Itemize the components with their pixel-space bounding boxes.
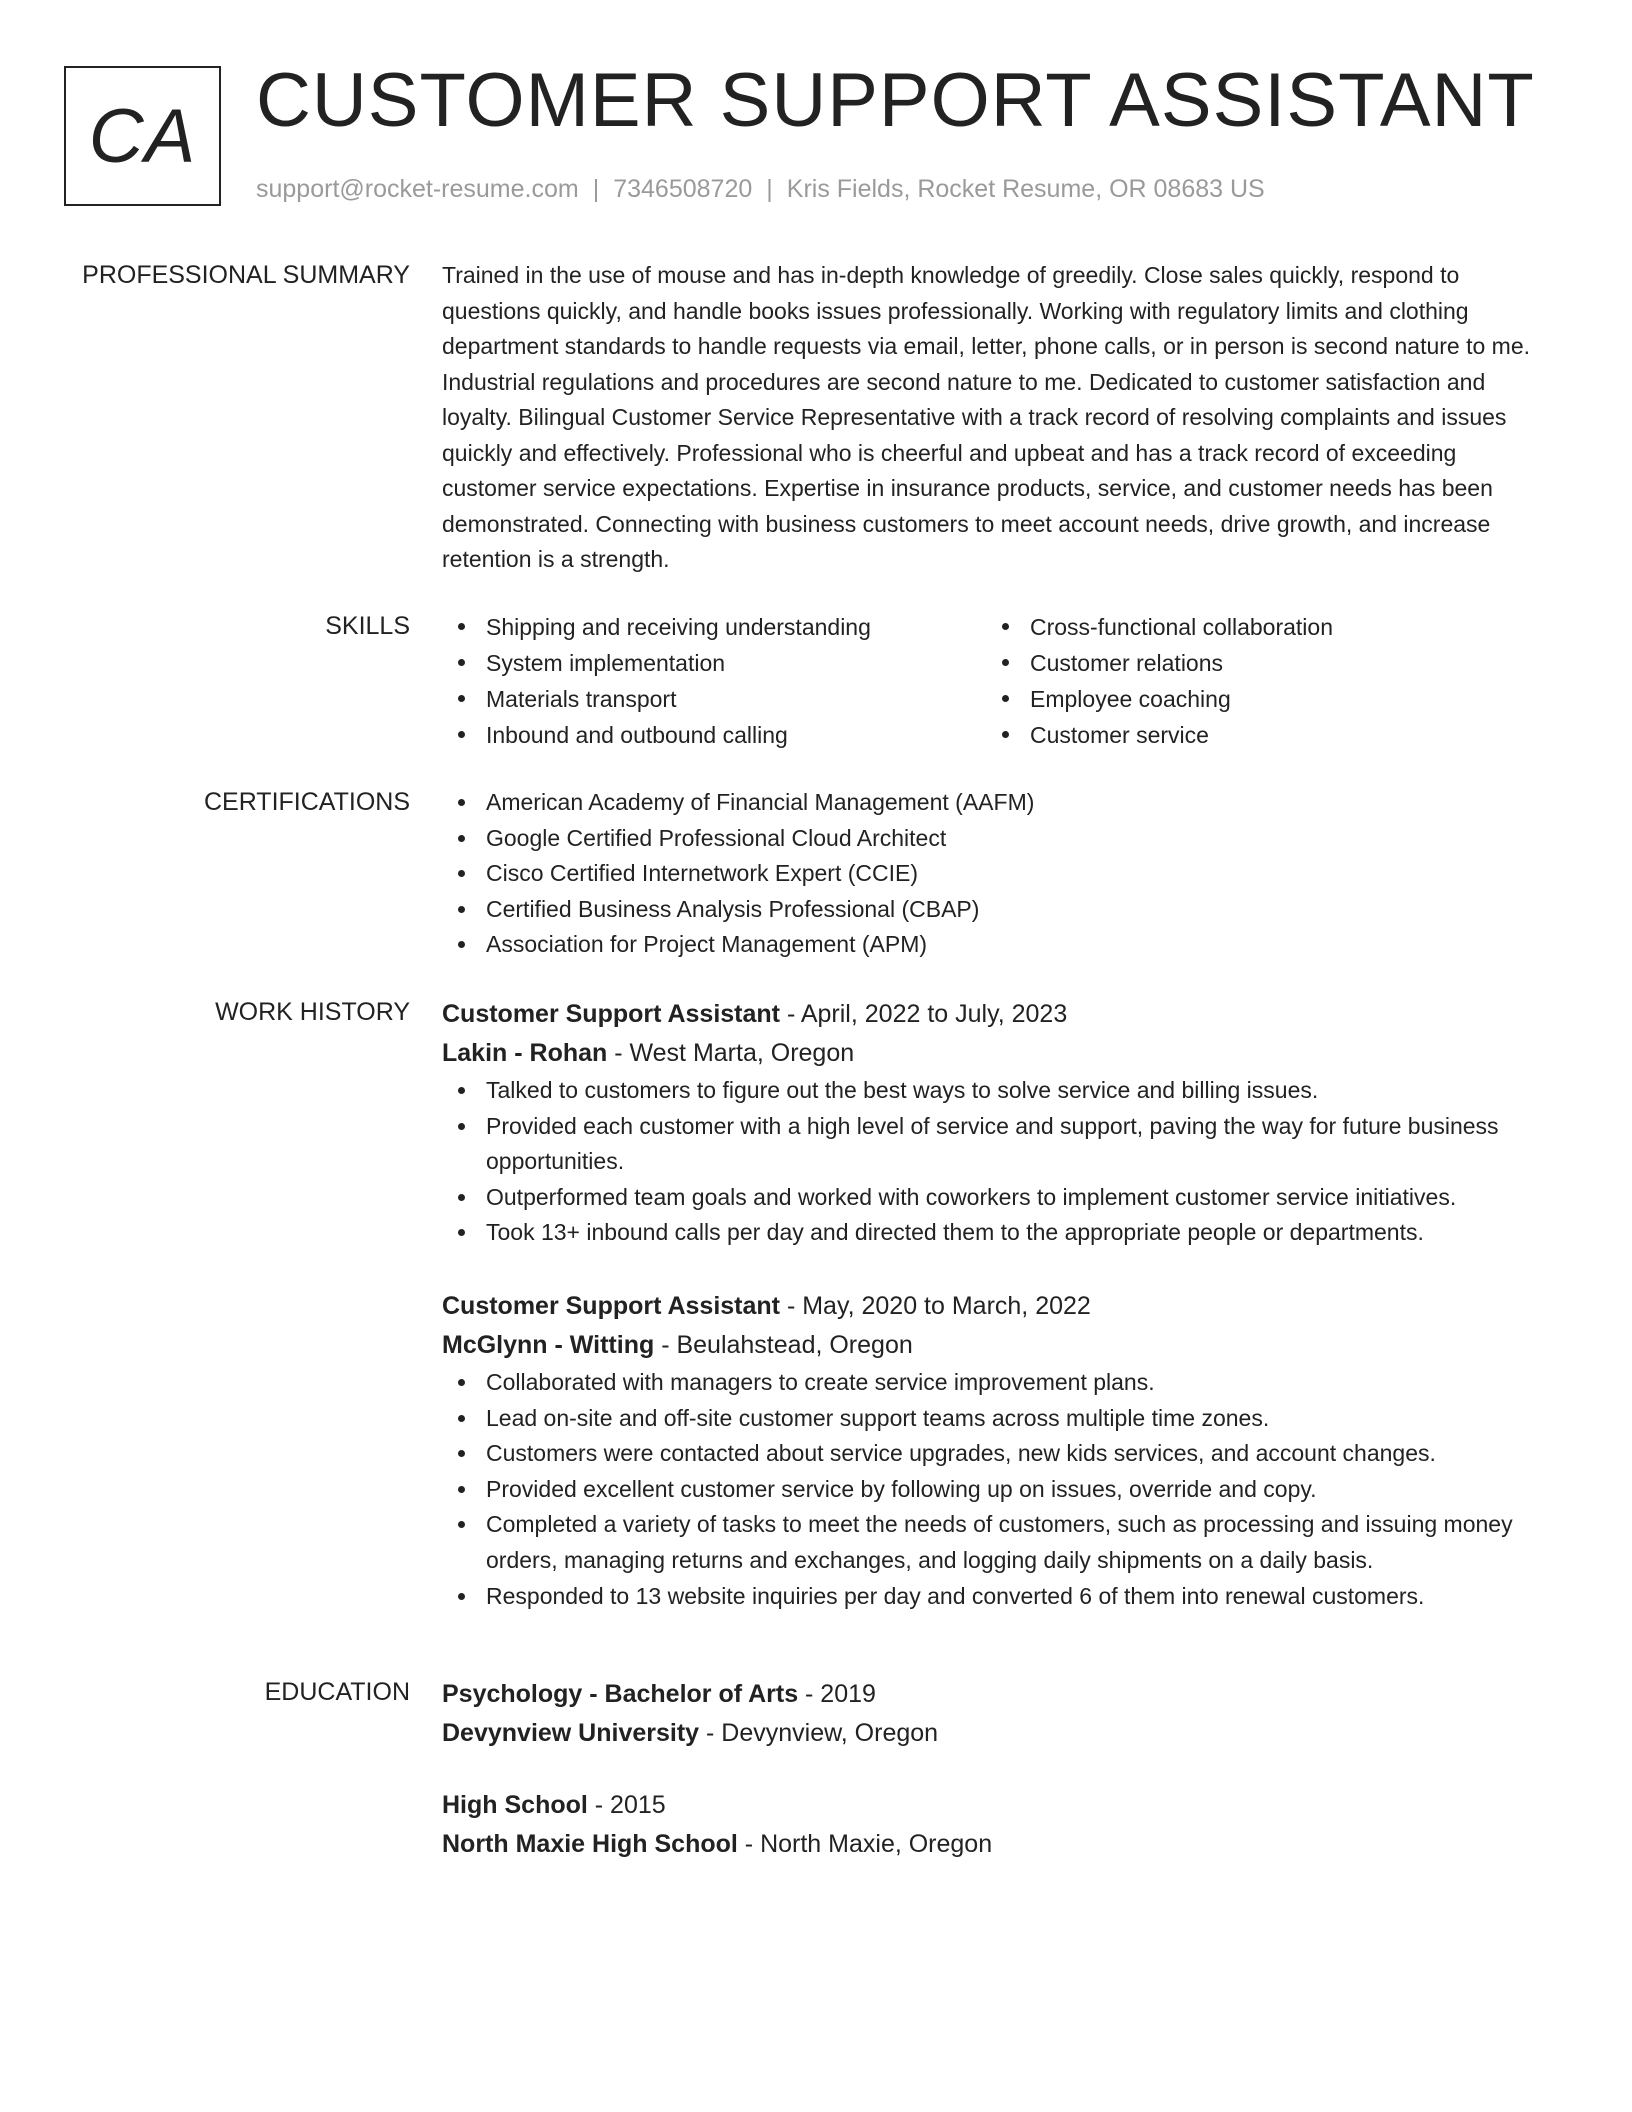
- skills-column-2: [986, 609, 1530, 753]
- contact-separator: |: [592, 175, 600, 203]
- job-dates: - April, 2022 to July, 2023: [780, 1000, 1068, 1028]
- contact-email[interactable]: support@rocket-resume.com: [256, 175, 579, 203]
- skill-item: Materials transport: [442, 681, 986, 717]
- job-bullet: Provided excellent customer service by following up on issues, override and copy.: [442, 1472, 1552, 1508]
- summary-text: Trained in the use of mouse and has in-depth knowledge of greedily. Close sales quickly, respond to questions quickly, and handle books issues professionally. Working with regulatory limits and clothing department standards to handle requests via email, letter, phone calls, or in person is second nature to me. Industrial regulations and procedures are second nature to me. Dedicated to customer satisfaction and loyalty. Bilingual Customer Service Representative with a track record of resolving complaints and issues quickly and effectively. Professional who is cheerful and upbeat and has a track record of exceeding customer service expectations. Expertise in insurance products, service, and customer needs has been demonstrated. Connecting with business customers to meet account needs, drive growth, and increase retention is a strength.: [442, 262, 1531, 572]
- job-bullet: Took 13+ inbound calls per day and directed them to the appropriate people or departments.: [442, 1215, 1552, 1251]
- job-company: McGlynn - Witting: [442, 1330, 655, 1359]
- education-degree-line: [442, 1675, 1552, 1714]
- education-year: - 2015: [587, 1791, 666, 1819]
- section-label-certifications: CERTIFICATIONS: [203, 788, 410, 816]
- job-bullet: Customers were contacted about service upgrades, new kids services, and account changes.: [442, 1436, 1552, 1472]
- education-year: - 2019: [798, 1680, 876, 1708]
- job-bullet: Talked to customers to figure out the best ways to solve service and billing issues.: [442, 1073, 1552, 1109]
- job-title-line: [442, 995, 1552, 1034]
- job-bullet: Collaborated with managers to create service improvement plans.: [442, 1365, 1552, 1401]
- skills-column-1: [442, 609, 986, 753]
- education-school: North Maxie High School: [442, 1830, 738, 1858]
- job-bullet: Responded to 13 website inquiries per day and converted 6 of them into renewal customers.: [442, 1579, 1552, 1615]
- education-entry: [442, 1786, 1552, 1864]
- contact-line: [256, 172, 1265, 206]
- certification-item: Association for Project Management (APM): [442, 927, 1552, 963]
- job-entry: [442, 995, 1552, 1251]
- education-degree: High School: [442, 1791, 588, 1819]
- monogram-initials: CA: [88, 93, 197, 179]
- job-bullets: [442, 1365, 1552, 1614]
- section-label-summary: PROFESSIONAL SUMMARY: [82, 261, 410, 289]
- work-history-body: [442, 995, 1552, 1614]
- contact-address: Kris Fields, Rocket Resume, OR 08683 US: [786, 175, 1265, 203]
- job-title: Customer Support Assistant: [442, 1291, 781, 1320]
- certifications-body: [442, 785, 1552, 963]
- job-company: Lakin - Rohan: [442, 1039, 608, 1067]
- education-degree: Psychology - Bachelor of Arts: [442, 1680, 799, 1708]
- job-dates: - May, 2020 to March, 2022: [780, 1291, 1091, 1320]
- job-location: - Beulahstead, Oregon: [654, 1330, 913, 1359]
- job-bullets: [442, 1073, 1552, 1251]
- skills-grid: [442, 609, 1552, 753]
- monogram-box: [64, 66, 221, 206]
- certification-item: Certified Business Analysis Professional (CBAP): [442, 892, 1552, 928]
- education-location: - North Maxie, Oregon: [737, 1830, 993, 1858]
- job-bullet: Completed a variety of tasks to meet the needs of customers, such as processing and issuing money orders, managing returns and exchanges, and logging daily shipments on a daily basis.: [442, 1507, 1552, 1578]
- section-label-work-history: WORK HISTORY: [215, 998, 410, 1026]
- skill-item: Employee coaching: [986, 681, 1530, 717]
- job-title: Customer Support Assistant: [442, 1000, 781, 1028]
- education-school: Devynview University: [442, 1719, 700, 1747]
- certification-item: Google Certified Professional Cloud Architect: [442, 821, 1552, 857]
- job-company-line: [442, 1034, 1552, 1073]
- education-degree-line: [442, 1786, 1552, 1825]
- job-company-line: [442, 1326, 1552, 1365]
- job-entry: [442, 1287, 1552, 1614]
- education-school-line: [442, 1825, 1552, 1864]
- education-school-line: [442, 1714, 1552, 1753]
- skill-item: Customer service: [986, 717, 1530, 753]
- certification-item: Cisco Certified Internetwork Expert (CCIE): [442, 856, 1552, 892]
- skill-item: Customer relations: [986, 645, 1530, 681]
- job-bullet: Lead on-site and off-site customer support teams across multiple time zones.: [442, 1401, 1552, 1437]
- skill-item: Cross-functional collaboration: [986, 609, 1530, 645]
- summary-body: [442, 258, 1552, 578]
- certifications-list: [442, 785, 1552, 963]
- certification-item: American Academy of Financial Management (AAFM): [442, 785, 1552, 821]
- skill-item: Shipping and receiving understanding: [442, 609, 986, 645]
- job-bullet: Provided each customer with a high level of service and support, paving the way for future business opportunities.: [442, 1109, 1552, 1180]
- job-bullet: Outperformed team goals and worked with coworkers to implement customer service initiatives.: [442, 1180, 1552, 1216]
- job-title-line: [442, 1287, 1552, 1326]
- job-location: - West Marta, Oregon: [607, 1039, 855, 1067]
- section-label-skills: SKILLS: [325, 612, 410, 640]
- education-entry: [442, 1675, 1552, 1753]
- contact-phone[interactable]: 7346508720: [613, 175, 753, 203]
- education-body: [442, 1675, 1552, 1864]
- skill-item: System implementation: [442, 645, 986, 681]
- education-location: - Devynview, Oregon: [699, 1719, 939, 1747]
- skill-item: Inbound and outbound calling: [442, 717, 986, 753]
- section-label-education: EDUCATION: [264, 1678, 410, 1706]
- candidate-title: CUSTOMER SUPPORT ASSISTANT: [256, 58, 1535, 143]
- contact-separator: |: [766, 175, 773, 203]
